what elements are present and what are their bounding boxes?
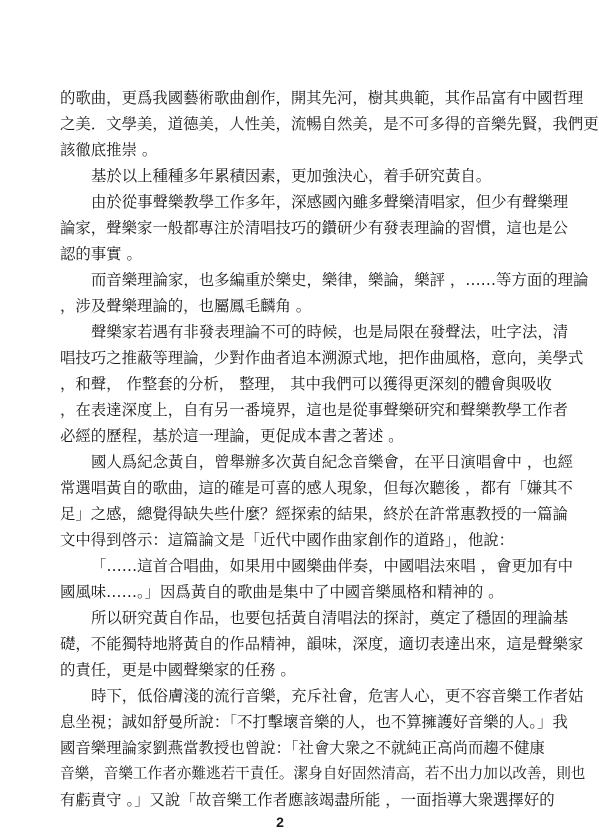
text-line: 國風味……。」因爲黃自的歌曲是集中了中國音樂風格和精神的 。 <box>60 583 504 601</box>
text-line: 基於以上種種多年累積因素，更加強決心，着手研究黃自。 <box>91 167 492 185</box>
text-line: 認的事實 。 <box>60 245 142 263</box>
text-line: 「……這首合唱曲，如果用中國樂曲伴奏，中國唱法來唱 ，會更加有中 <box>91 557 574 575</box>
text-line: 的歌曲，更爲我國藝術歌曲創作，開其先河，樹其典範，其作品富有中國哲理 <box>60 89 584 107</box>
text-line: 論家，聲樂家一般都專注於清唱技巧的鑽研少有發表理論的習慣，這也是公 <box>60 219 568 237</box>
text-line: 足」之感，總覺得缺失些什麼？經探索的結果，終於在許常惠教授的一篇論 <box>60 505 568 523</box>
text-line: 國音樂理論家劉燕當教授也曾說：「社會大衆之不就純正高尚而趨不健康 <box>60 739 545 757</box>
text-line: 時下，低俗膚淺的流行音樂，充斥社會，危害人心，更不容音樂工作者姑 <box>91 687 584 705</box>
text-line: 由於從事聲樂教學工作多年，深感國內雖多聲樂清唱家，但少有聲樂理 <box>91 193 569 211</box>
text-line: ，涉及聲樂理論的，也屬鳳毛麟角 。 <box>60 297 312 315</box>
text-line: 之美．文學美，道德美，人性美，流暢自然美，是不可多得的音樂先賢，我們更 <box>60 115 599 133</box>
page-number: 2 <box>276 814 284 830</box>
text-line: ，在表達深度上，自有另一番境界，這也是從事聲樂研究和聲樂教學工作者 <box>60 401 568 419</box>
text-line: 而音樂理論家，也多編重於樂史，樂律，樂論，樂評 ，……等方面的理論 <box>91 271 589 289</box>
text-line: 文中得到啓示：這篇論文是「近代中國作曲家創作的道路」，他說： <box>60 531 515 549</box>
text-line: 常選唱黃自的歌曲，這的確是可喜的感人現象，但每次聽後 ，都有「嫌其不 <box>60 479 573 497</box>
text-line: 所以研究黃自作品，也要包括黃自清唱法的探討，奠定了穩固的理論基 <box>91 609 569 627</box>
text-line: 音樂，音樂工作者亦難逃若干責任。潔身自好固然清高，若不出力加以改善，則也 <box>60 765 586 782</box>
text-line: 礎，不能獨特地將黃自的作品精神，韻味，深度，適切表達出來，這是聲樂家 <box>60 635 584 653</box>
text-line: 有虧責守 。」又說「故音樂工作者應該竭盡所能 ，一面指導大衆選擇好的 <box>60 791 555 809</box>
text-line: ，和聲， 作整套的分析， 整理， 其中我們可以獲得更深刻的體會與吸收 <box>60 375 552 393</box>
text-line: 息坐視；誠如舒曼所說：「不打擊壞音樂的人，也不算擁護好音樂的人。」我 <box>60 713 568 731</box>
text-line: 國人爲紀念黃自，曾舉辦多次黃自紀念音樂會，在平日演唱會中 ，也經 <box>91 453 574 471</box>
text-line: 的責任，更是中國聲樂家的任務 。 <box>60 661 296 679</box>
text-line: 聲樂家若遇有非發表理論不可的時候，也是局限在發聲法，吐字法，清 <box>91 323 569 341</box>
text-line: 該徹底推崇 。 <box>60 141 158 159</box>
text-line: 必經的歷程，基於這一理論，更促成本書之著述 。 <box>60 427 404 445</box>
text-line: 唱技巧之推蔽等理論，少對作曲者追本溯源式地，把作曲風格，意向，美學式 <box>60 349 584 367</box>
